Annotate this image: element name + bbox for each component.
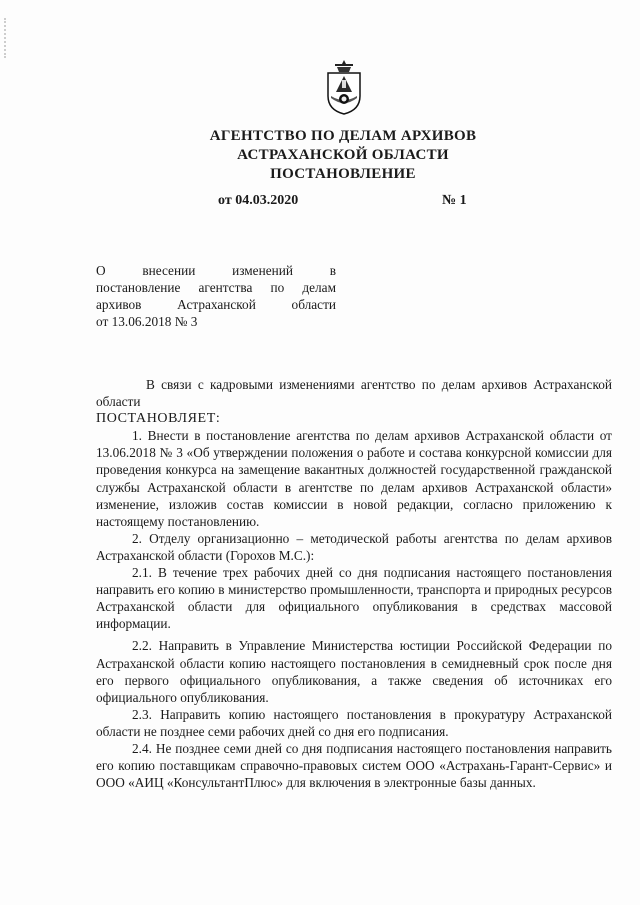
document-subject [96,262,336,330]
item-2-4: 2.4. Не позднее семи дней со дня подписания настоящего постановления направить его копию поставщикам справочно-правовых систем ООО «Астрахань-Гарант-Сервис» и ООО «АИЦ «КонсультантПлюс» для включения в электронные базы данных. [96,740,612,791]
item-2-3: 2.3. Направить копию настоящего постановления в прокуратуру Астраханской области не позднее семи рабочих дней со дня его подписания. [96,706,612,739]
document-number: № 1 [442,193,467,208]
subject-line: от 13.06.2018 № 3 [96,314,198,329]
resolves-heading: ПОСТАНОВЛЯЕТ: [96,411,221,427]
document-header [0,127,640,184]
region-name: АСТРАХАНСКОЙ ОБЛАСТИ [237,147,449,163]
scan-artifact [4,18,16,58]
document-body [96,376,612,791]
item-1: 1. Внести в постановление агентства по делам архивов Астраханской области от 13.06.2018 № 3 «Об утверждении положения о работе и состава конкурсной комиссии для проведения конкурса на замещение вакантных должностей государственной гражданской службы Астраханской области в агентстве по делам архивов Астраханской области» изменение, изложив состав комиссии в новой редакции, согласно приложению к настоящему постановлению. [96,428,612,529]
subject-line: постановление агентства по делам [96,280,336,295]
item-2-2: 2.2. Направить в Управление Министерства юстиции Российской Федерации по Астраханской области копию настоящего постановления в семидневный срок после дня его первого официального опубликования, а также сведения об источниках его официального опубликования. [96,638,612,705]
document-type: ПОСТАНОВЛЕНИЕ [270,166,416,182]
document-date: от 04.03.2020 [218,193,299,208]
subject-line: О внесении изменений в [96,263,336,278]
item-2: 2. Отделу организационно – методической работы агентства по делам архивов Астраханской области (Горохов М.С.): [96,530,612,563]
item-2-1: 2.1. В течение трех рабочих дней со дня подписания настоящего постановления направить его копию в министерство промышленности, транспорта и природных ресурсов Астраханской области для официального опубликования в средствах массовой информации. [96,565,612,632]
intro-paragraph: В связи с кадровыми изменениями агентство по делам архивов Астраханской области [96,377,612,410]
coat-of-arms-icon [326,58,362,116]
subject-line: архивов Астраханской области [96,297,336,312]
agency-name: АГЕНТСТВО ПО ДЕЛАМ АРХИВОВ [209,128,477,144]
